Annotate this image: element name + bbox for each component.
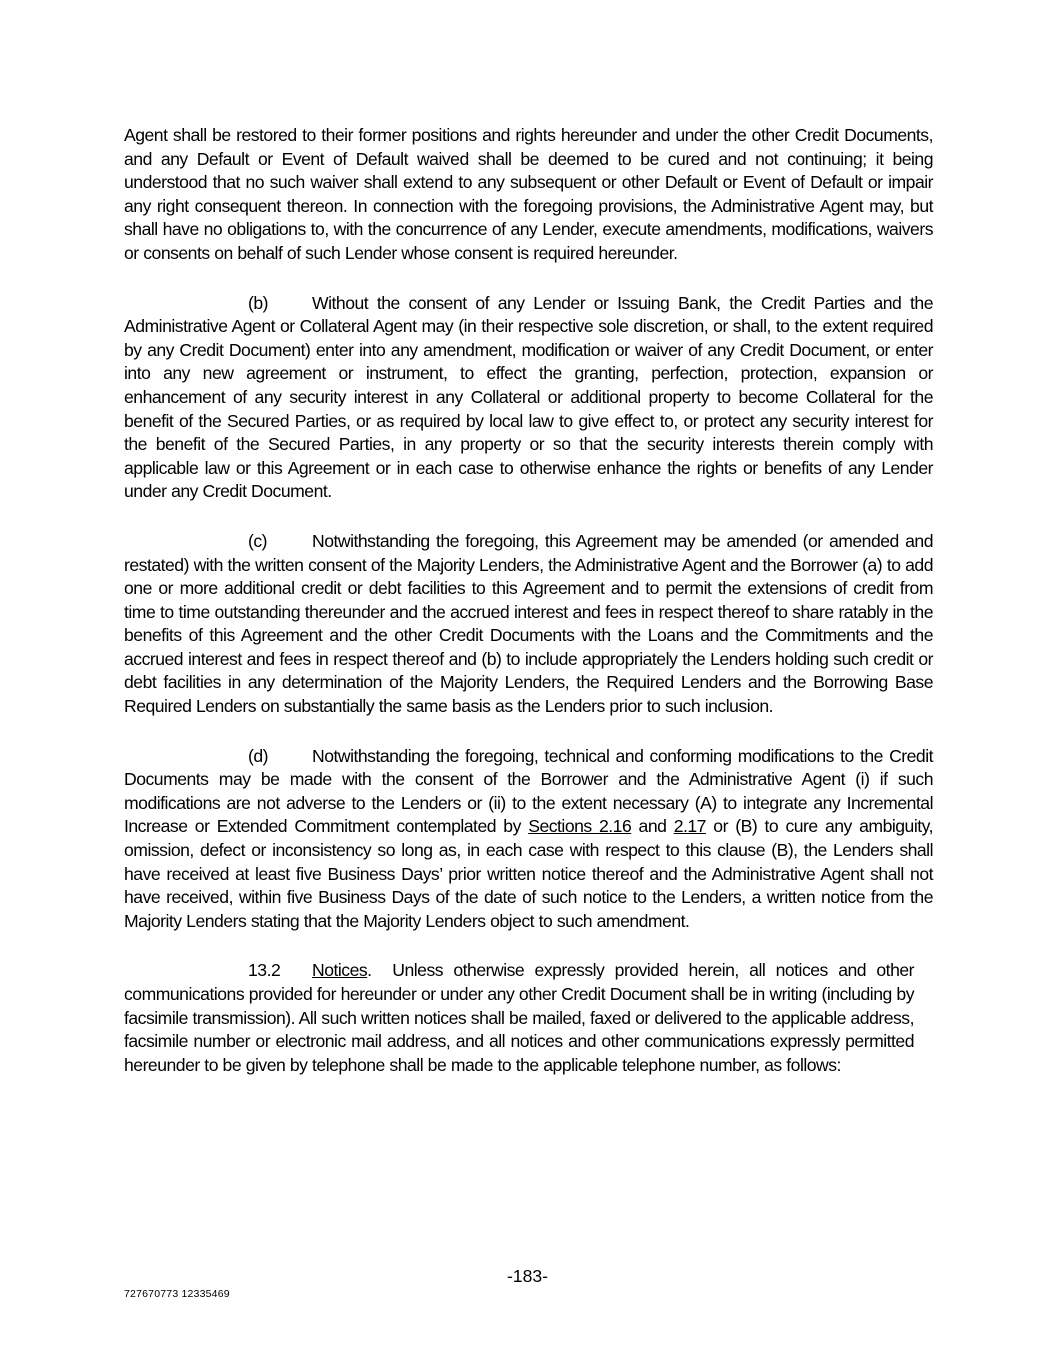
section-heading: Notices <box>312 960 368 981</box>
paragraph-b <box>124 292 933 504</box>
page-number: -183- <box>506 1266 549 1286</box>
paragraph-c <box>124 530 933 719</box>
paragraph-label: (c) <box>248 530 268 551</box>
document-body <box>124 124 933 1103</box>
section-reference: Sections 2.16 <box>528 816 632 837</box>
paragraph-text: or (B) to cure any ambiguity, omission, defect or inconsistency so long as, in each case with respect to this clause (B), the Lenders shall have received at least five Business Days’ prior written notice thereof and the Administrative Agent shall not have received, within five Business Days of the date of such notice to the Lenders, a written notice from the Majority Lenders stating that the Majority Lenders object to such amendment. <box>124 816 934 931</box>
section-heading-punct: . <box>367 960 372 981</box>
section-number: 13.2 <box>248 960 281 981</box>
document-id: 727670773 12335469 <box>124 1288 230 1300</box>
paragraph-label: (d) <box>248 745 269 766</box>
section-13-2 <box>124 959 914 1077</box>
paragraph-text: Notwithstanding the foregoing, this Agreement may be amended (or amended and restated) with the written consent of the Majority Lenders, the Administrative Agent and the Borrower (a) to add one or more additional credit or debt facilities to this Agreement and to permit the extensions of credit from time to time outstanding thereunder and the accrued interest and fees in respect thereof to share ratably in the benefits of this Agreement and the other Credit Documents with the Loans and the Commitments and the accrued interest and fees in respect thereof and (b) to include appropriately the Lenders holding such credit or debt facilities in any determination of the Majority Lenders, the Required Lenders and the Borrowing Base Required Lenders on substantially the same basis as the Lenders prior to such inclusion. <box>124 530 933 717</box>
paragraph-text: Notwithstanding the foregoing, technical and conforming modifications to the Credit Documents may be made with the consent of the Borrower and the Administrative Agent (i) if such modifications are not adverse to the Lenders or (ii) to the extent necessary (A) to integrate any Incremental Increase or Extended Commitment contemplated by <box>124 745 933 837</box>
paragraph-text: Without the consent of any Lender or Issuing Bank, the Credit Parties and the Administrative Agent or Collateral Agent may (in their respective sole discretion, or shall, to the extent required by any Credit Document) enter into any amendment, modification or waiver of any Credit Document, or enter into any new agreement or instrument, to effect the granting, perfection, protection, expansion or enhancement of any security interest in any Collateral or additional property to become Collateral for the benefit of the Secured Parties, or as required by local law to give effect to, or protect any security interest for the benefit of the Secured Parties, in any property or so that the security interests therein comply with applicable law or this Agreement or in each case to otherwise enhance the rights or benefits of any Lender under any Credit Document. <box>124 292 933 502</box>
paragraph-text: Agent shall be restored to their former positions and rights hereunder and under the other Credit Documents, and any Default or Event of Default waived shall be deemed to be cured and not continuing; it being understood that no such waiver shall extend to any subsequent or other Default or Event of Default or impair any right consequent thereon. In connection with the foregoing provisions, the Administrative Agent may, but shall have no obligations to, with the concurrence of any Lender, execute amendments, modifications, waivers or consents on behalf of such Lender whose consent is required hereunder. <box>124 125 933 263</box>
section-reference: 2.17 <box>673 816 706 837</box>
paragraph-continuation <box>124 124 933 266</box>
paragraph-label: (b) <box>248 292 269 313</box>
paragraph-text: Unless otherwise expressly provided herein, all notices and other communications provided for hereunder or under any other Credit Document shall be in writing (including by facsimile transmission). All such written notices shall be mailed, faxed or delivered to the applicable address, facsimile number or electronic mail address, and all notices and other communications expressly permitted hereunder to be given by telephone shall be made to the applicable telephone number, as follows: <box>124 960 914 1075</box>
paragraph-text: and <box>638 816 667 837</box>
paragraph-d <box>124 745 933 934</box>
